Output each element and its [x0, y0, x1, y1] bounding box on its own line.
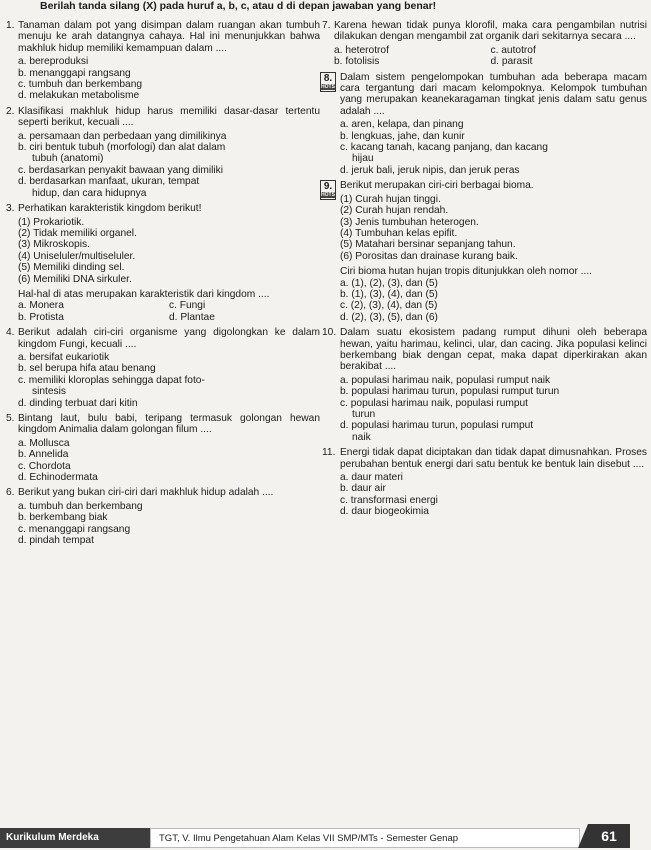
option-a[interactable]: a. populasi harimau naik, populasi rumput naik [340, 374, 551, 386]
statement-6: (6) Memiliki DNA sirkuler. [18, 273, 132, 285]
statement-3: (3) Mikroskopis. [18, 239, 90, 251]
option-b[interactable]: b. sel berupa hifa atau benang [18, 363, 156, 375]
option-b[interactable]: b. ciri bentuk tubuh (morfologi) dan alat dalam [18, 142, 226, 154]
options-grid [322, 45, 647, 68]
option-d[interactable]: d. (2), (3), (5), dan (6) [340, 311, 438, 323]
option-c[interactable]: c. Chordota [18, 460, 71, 472]
question-number: 9. [323, 181, 333, 193]
option-c[interactable]: c. transformasi energi [340, 494, 438, 506]
option-c-continued: hijau [352, 153, 374, 165]
option-d[interactable]: d. jeruk bali, jeruk nipis, dan jeruk peras [340, 164, 520, 176]
question-5 [6, 413, 320, 436]
option-d[interactable]: d. pindah tempat [18, 535, 94, 547]
question-text: Dalam sistem pengelompokan tumbuhan ada beberapa macam cara tergantung dari macam kelompoknya. Kelompok tumbuhan yang merupakan keanekaragaman tingkat jenis dalam satu genus adalah .... [340, 71, 647, 117]
statement-2: (2) Tidak memiliki organel. [18, 227, 137, 239]
option-a[interactable]: a. aren, kelapa, dan pinang [340, 119, 464, 131]
right-column [322, 20, 647, 518]
question-number: 7. [322, 20, 331, 31]
question-2 [6, 106, 320, 129]
option-a[interactable]: a. daur materi [340, 472, 403, 484]
option-b[interactable]: b. berkembang biak [18, 512, 108, 524]
option-d[interactable]: d. Echinodermata [18, 472, 98, 484]
book-title: TGT, V. Ilmu Pengetahuan Alam Kelas VII SMP/MTs - Semester Genap [150, 828, 580, 848]
question-text-2: Ciri bioma hutan hujan tropis ditunjukkan oleh nomor .... [340, 266, 592, 278]
option-c[interactable]: c. menanggapi rangsang [18, 523, 131, 535]
option-c[interactable]: c. Fungi [169, 300, 206, 312]
question-number: 2. [6, 105, 15, 117]
question-text: Klasifikasi makhluk hidup harus memiliki dasar-dasar tertentu seperti berikut, kecuali .... [18, 105, 320, 129]
option-d-continued: naik [352, 431, 371, 443]
option-b[interactable]: b. Annelida [18, 449, 69, 461]
option-b-continued: tubuh (anatomi) [32, 153, 104, 165]
series-label: Kurikulum Merdeka [0, 828, 150, 848]
question-6 [6, 487, 320, 498]
question-text: Berikut adalah ciri-ciri organisme yang digolongkan ke dalam kingdom Fungi, kecuali .... [18, 327, 320, 350]
question-10 [322, 327, 647, 373]
question-text: Tanaman dalam pot yang disimpan dalam ruangan akan tumbuh menuju ke arah datangnya cahaya. Hal ini menunjukkan bahwa makhluk hidup memiliki kemampuan dalam .... [18, 20, 320, 54]
option-d[interactable]: d. dinding terbuat dari kitin [18, 397, 138, 409]
question-1 [6, 20, 320, 54]
options-grid [6, 300, 320, 323]
question-number: 4. [6, 327, 15, 339]
option-b[interactable]: b. Protista [18, 311, 64, 323]
question-text: Berikut yang bukan ciri-ciri dari makhluk hidup adalah .... [18, 487, 274, 499]
option-c-continued: turun [352, 409, 376, 420]
statement-2: (2) Curah hujan rendah. [340, 205, 449, 217]
question-number: 1. [6, 20, 15, 31]
hots-badge [320, 180, 336, 200]
option-c[interactable]: c. kacang tanah, kacang panjang, dan kacang [340, 142, 548, 154]
question-8 [322, 72, 647, 118]
statement-3: (3) Jenis tumbuhan heterogen. [340, 216, 479, 228]
option-a[interactable]: a. heterotrof [334, 44, 389, 56]
question-text: Perhatikan karakteristik kingdom berikut! [18, 203, 202, 215]
question-text: Bintang laut, bulu babi, teripang termasuk golongan hewan kingdom Animalia dalam golongan filum .... [18, 413, 320, 436]
question-number: 8. [323, 72, 333, 84]
statement-5: (5) Memiliki dinding sel. [18, 262, 125, 274]
option-a[interactable]: a. persamaan dan perbedaan yang dimilikinya [18, 130, 227, 142]
option-d[interactable]: d. populasi harimau turun, populasi rumput [340, 420, 534, 432]
option-a[interactable]: a. bersifat eukariotik [18, 351, 110, 363]
hots-label: HOTS [321, 83, 335, 90]
question-text: Karena hewan tidak punya klorofil, maka cara pengambilan nutrisi dilakukan dengan mengambil zat organik dari sekitarnya secara .... [334, 20, 647, 43]
question-number: 3. [6, 203, 15, 215]
option-d[interactable]: d. berdasarkan manfaat, ukuran, tempat [18, 176, 200, 188]
option-b[interactable]: b. lengkuas, jahe, dan kunir [340, 130, 465, 142]
option-c[interactable]: c. tumbuh dan berkembang [18, 79, 143, 91]
option-a[interactable]: a. Monera [18, 300, 64, 312]
hots-label: HOTS [321, 192, 335, 199]
option-d[interactable]: d. melakukan metabolisme [18, 90, 140, 102]
question-11 [322, 447, 647, 470]
option-c[interactable]: c. populasi harimau naik, populasi rumput [340, 397, 529, 409]
left-column [6, 20, 320, 546]
page-footer [0, 824, 651, 850]
question-7 [322, 20, 647, 43]
option-a[interactable]: a. tumbuh dan berkembang [18, 500, 143, 512]
option-c[interactable]: c. (2), (3), (4), dan (5) [340, 300, 438, 312]
question-text: Dalam suatu ekosistem padang rumput dihuni oleh beberapa hewan, yaitu harimau, kelinci, ular, dan cacing. Jika populasi kelinci berkembang biak dengan cepat, maka dapat diperkirakan akan berakibat .... [340, 327, 647, 373]
option-d[interactable]: d. daur biogeokimia [340, 506, 429, 518]
option-c[interactable]: c. memiliki kloroplas sehingga dapat foto- [18, 374, 205, 386]
statement-1: (1) Curah hujan tinggi. [340, 193, 441, 205]
option-b[interactable]: b. fotolisis [334, 56, 380, 68]
question-number: 11. [322, 447, 336, 459]
option-c[interactable]: c. berdasarkan penyakit bawaan yang dimiliki [18, 164, 223, 176]
option-c[interactable]: c. autotrof [490, 44, 536, 56]
statement-4: (4) Uniseluler/multiseluler. [18, 250, 136, 262]
option-c-continued: sintesis [32, 386, 66, 398]
question-text: Energi tidak dapat diciptakan dan tidak dapat dimusnahkan. Proses perubahan bentuk energi dari satu bentuk ke bentuk lain disebut .... [340, 447, 647, 470]
question-text: Berikut merupakan ciri-ciri berbagai bioma. [340, 180, 534, 192]
question-4 [6, 327, 320, 350]
question-number: 5. [6, 413, 15, 424]
question-number: 10. [322, 327, 337, 339]
option-a[interactable]: a. bereproduksi [18, 56, 89, 68]
option-a[interactable]: a. Mollusca [18, 437, 70, 449]
hots-badge [320, 72, 336, 92]
option-b[interactable]: b. daur air [340, 483, 386, 495]
statement-4: (4) Tumbuhan kelas epifit. [340, 227, 458, 239]
page-number: 61 [588, 824, 630, 848]
option-b[interactable]: b. (1), (3), (4), dan (5) [340, 288, 438, 300]
instruction-text: Berilah tanda silang (X) pada huruf a, b, c, atau d di depan jawaban yang benar! [40, 0, 437, 12]
option-b[interactable]: b. menanggapi rangsang [18, 67, 131, 79]
option-b[interactable]: b. populasi harimau turun, populasi rumput turun [340, 386, 560, 398]
option-d-continued: hidup, dan cara hidupnya [32, 187, 147, 199]
option-d[interactable]: d. Plantae [169, 311, 215, 323]
statement-5: (5) Matahari bersinar sepanjang tahun. [340, 239, 516, 251]
statement-6: (6) Porositas dan drainase kurang baik. [340, 250, 518, 262]
option-a[interactable]: a. (1), (2), (3), dan (5) [340, 277, 438, 289]
question-text-2: Hal-hal di atas merupakan karakteristik dari kingdom .... [18, 288, 270, 300]
question-number: 6. [6, 487, 15, 499]
option-d[interactable]: d. parasit [490, 56, 533, 68]
question-3 [6, 203, 320, 214]
statement-1: (1) Prokariotik. [18, 216, 85, 228]
